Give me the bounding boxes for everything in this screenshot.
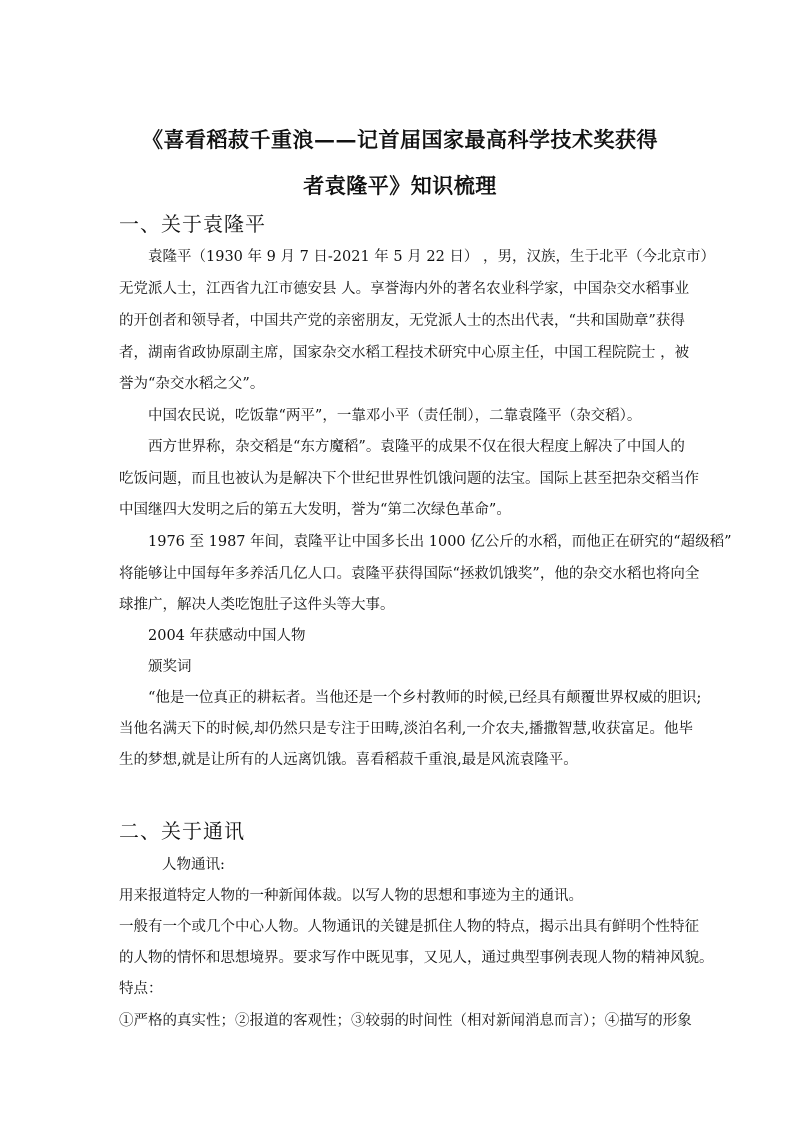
paragraph-line: 一般有一个或几个中心人物。人物通讯的关键是抓住人物的特点，揭示出具有鲜明个性特征 xyxy=(119,919,699,935)
document-title-line-1: 《喜看稻菽千重浪——记首届国家最高科学技术奖获得 xyxy=(142,127,658,152)
paragraph-line: 无党派人士，江西省九江市德安县 人。享誉海内外的著名农业科学家，中国杂交水稻事业 xyxy=(119,281,690,297)
document-title-line-2: 者袁隆平》知识梳理 xyxy=(303,173,497,198)
paragraph-line: ①严格的真实性；②报道的客观性；③较弱的时间性（相对新闻消息而言）；④描写的形象 xyxy=(119,1013,692,1029)
paragraph-line: 用来报道特定人物的一种新闻体裁。以写人物的思想和事迹为主的通讯。 xyxy=(119,888,583,904)
paragraph-line: 中国继四大发明之后的第五大发明，誉为“第二次绿色革命”。 xyxy=(119,502,511,518)
paragraph-line: 西方世界称，杂交稻是“东方魔稻”。袁隆平的成果不仅在很大程度上解决了中国人的 xyxy=(148,439,685,455)
paragraph-line: 者，湖南省政协原副主席，国家杂交水稻工程技术研究中心原主任，中国工程院院士 ，被 xyxy=(119,345,690,361)
paragraph-line: 生的梦想,就是让所有的人远离饥饿。喜看稻菽千重浪,最是风流袁隆平。 xyxy=(119,752,578,768)
paragraph-line: 球推广，解决人类吃饱肚子这件头等大事。 xyxy=(119,597,395,613)
paragraph-line: “他是一位真正的耕耘者。当他还是一个乡村教师的时候,已经具有颠覆世界权威的胆识; xyxy=(148,690,702,706)
paragraph-line: 吃饭问题，而且也被认为是解决下个世纪世界性饥饿问题的法宝。国际上甚至把杂交稻当作 xyxy=(119,471,699,487)
paragraph-line: 将能够让中国每年多养活几亿人口。袁隆平获得国际“拯救饥饿奖”，他的杂交水稻也将向全 xyxy=(119,566,700,582)
paragraph-line: 人物通讯: xyxy=(162,857,225,873)
paragraph-line: 袁隆平（1930 年 9 月 7 日-2021 年 5 月 22 日） ，男，汉族，生于北平（今北京市） xyxy=(148,249,716,265)
section-heading-about-news-report: 二、关于通讯 xyxy=(119,819,245,843)
paragraph-line: 中国农民说，吃饭靠“两平”，一靠邓小平（责任制），二靠袁隆平（杂交稻）。 xyxy=(148,408,642,424)
paragraph-line: 1976 至 1987 年间，袁隆平让中国多长出 1000 亿公斤的水稻，而他正在研究的“超级稻” xyxy=(148,534,732,550)
paragraph-line: 誉为“杂交水稻之父”。 xyxy=(119,376,265,392)
award-year-line: 2004 年获感动中国人物 xyxy=(148,628,306,644)
paragraph-line: 特点： xyxy=(119,981,163,997)
award-speech-label: 颁奖词 xyxy=(148,659,192,675)
paragraph-line: 的人物的情怀和思想境界。要求写作中既见事，又见人，通过典型事例表现人物的精神风貌。 xyxy=(119,950,714,966)
paragraph-line: 的开创者和领导者，中国共产党的亲密朋友，无党派人士的杰出代表，“共和国勋章”获得 xyxy=(119,313,685,329)
section-heading-about-yuan-longping: 一、关于袁隆平 xyxy=(119,212,266,236)
paragraph-line: 当他名满天下的时候,却仍然只是专注于田畴,淡泊名利,一介农夫,播撒智慧,收获富足。他毕 xyxy=(119,721,694,737)
